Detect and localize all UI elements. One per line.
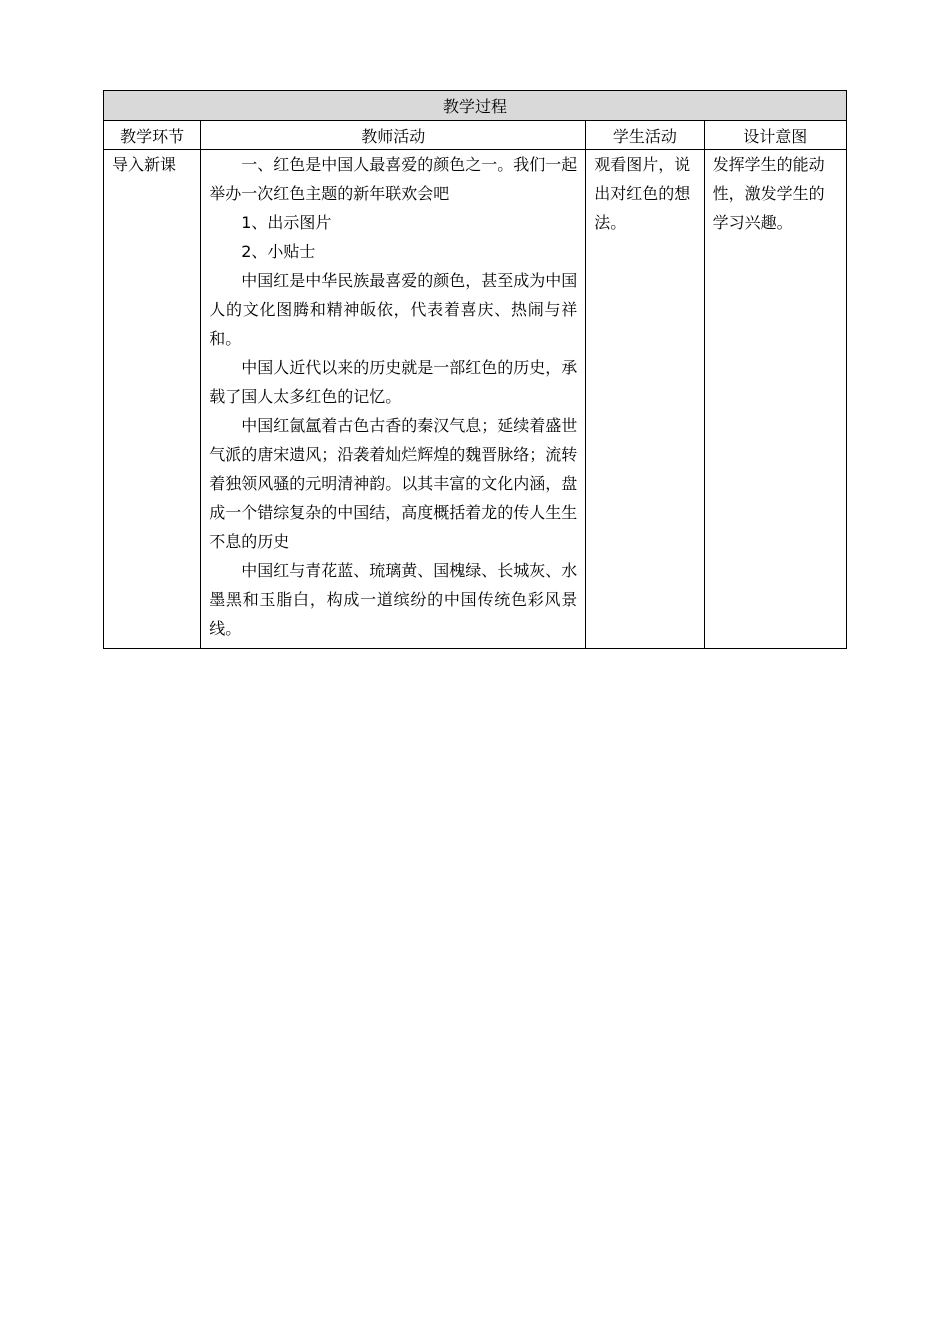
teacher-paragraph: 1、出示图片 bbox=[241, 213, 332, 232]
teacher-paragraph: 中国红氤氲着古色古香的秦汉气息；延续着盛世气派的唐宋遗风；沿袭着灿烂辉煌的魏晋脉络；流转着独领风骚的元明清神韵。以其丰富的文化内涵，盘成一个错综复杂的中国结，高度概括着龙的传人生生不息的历史 bbox=[209, 416, 578, 551]
table-header-row bbox=[104, 121, 847, 150]
teacher-paragraph: 中国人近代以来的历史就是一部红色的历史，承载了国人太多红色的记忆。 bbox=[209, 358, 578, 406]
header-student-activity: 学生活动 bbox=[586, 121, 704, 150]
teacher-paragraph: 中国红是中华民族最喜爱的颜色，甚至成为中国人的文化图腾和精神皈依，代表着喜庆、热闹与祥和。 bbox=[209, 271, 578, 348]
design-intent-cell: 发挥学生的能动性，激发学生的学习兴趣。 bbox=[704, 150, 846, 649]
header-stage: 教学环节 bbox=[104, 121, 201, 150]
teacher-paragraph: 2、小贴士 bbox=[241, 242, 316, 261]
teacher-paragraph: 中国红与青花蓝、琉璃黄、国槐绿、长城灰、水墨黑和玉脂白，构成一道缤纷的中国传统色彩风景线。 bbox=[209, 561, 578, 638]
table-title-row bbox=[104, 91, 847, 121]
teacher-activity-cell bbox=[201, 150, 586, 649]
header-teacher-activity: 教师活动 bbox=[201, 121, 586, 150]
teacher-paragraph: 一、红色是中国人最喜爱的颜色之一。我们一起举办一次红色主题的新年联欢会吧 bbox=[209, 155, 578, 203]
teaching-process-table bbox=[103, 90, 847, 649]
stage-cell: 导入新课 bbox=[104, 150, 201, 649]
table-row bbox=[104, 150, 847, 649]
student-activity-cell: 观看图片，说出对红色的想法。 bbox=[586, 150, 704, 649]
header-design-intent: 设计意图 bbox=[704, 121, 846, 150]
table-title: 教学过程 bbox=[104, 91, 847, 121]
